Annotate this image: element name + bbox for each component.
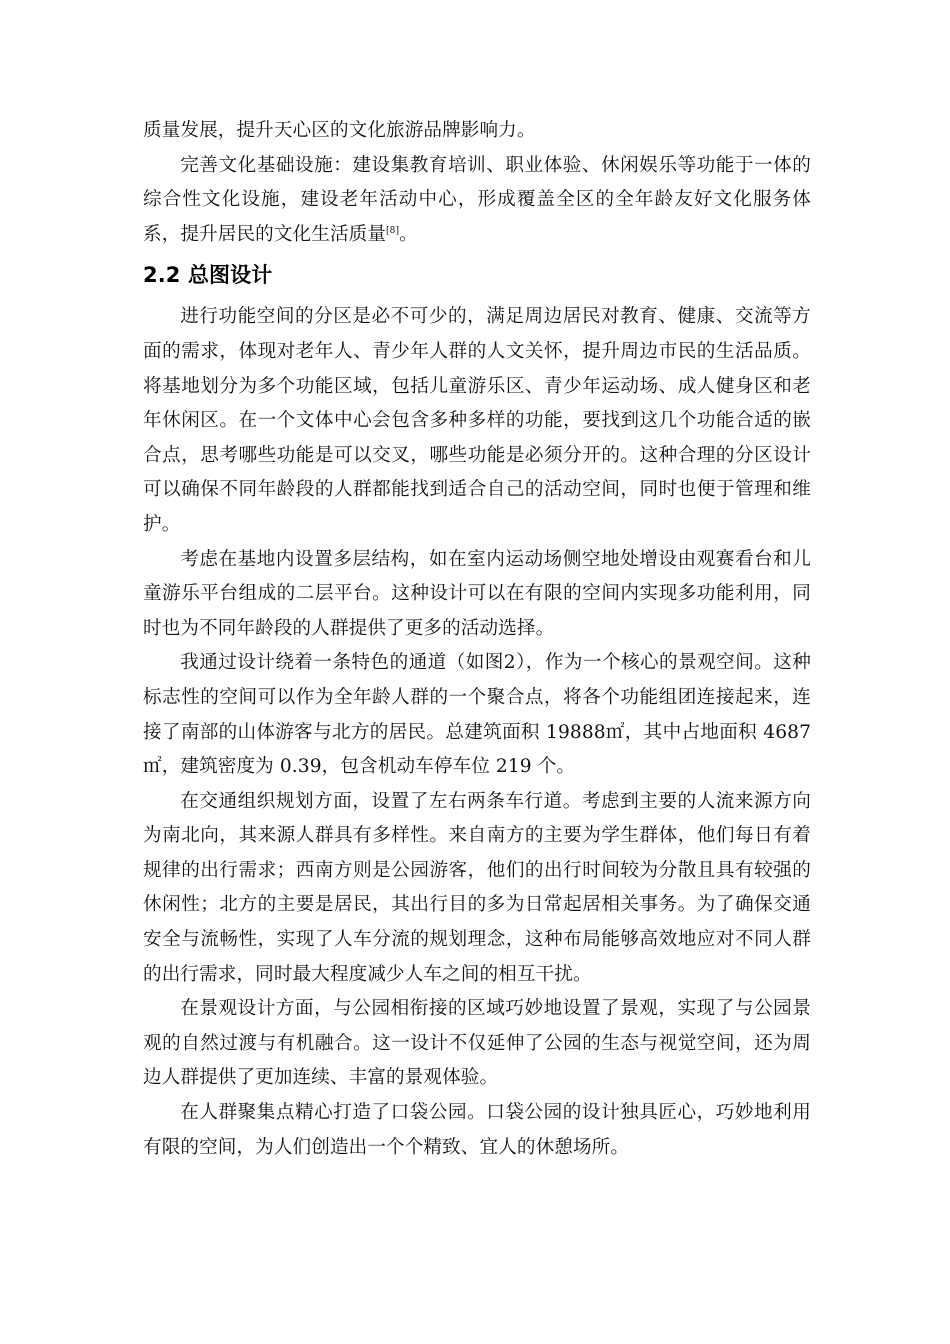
paragraph-traffic-organization: 在交通组织规划方面，设置了左右两条车行道。考虑到主要的人流来源方向为南北向，其来源人群具有多样性。来自南方的主要为学生群体，他们每日有着规律的出行需求；西南方则是公园游客，他们的出行时间较为分散且具有较强的休闲性；北方的主要是居民，其出行目的多为日常起居相关事务。为了确保交通安全与流畅性，实现了人车分流的规划理念，这种布局能够高效地应对不同人群的出行需求，同时最大程度减少人车之间的相互干扰。 xyxy=(143,790,811,985)
paragraph-tail: 。 xyxy=(399,223,418,245)
paragraph-landscape-design: 在景观设计方面，与公园相衔接的区域巧妙地设置了景观，实现了与公园景观的自然过渡与有机融合。这一设计不仅延伸了公园的生态与视觉空间，还为周边人群提供了更加连续、丰富的景观体验。 xyxy=(143,998,811,1089)
paragraph-core-passage: 我通过设计绕着一条特色的通道（如图2），作为一个核心的景观空间。这种标志性的空间可以作为全年龄人群的一个聚合点，将各个功能组团连接起来，连接了南部的山体游客与北方的居民。总建筑面积 19888㎡，其中占地面积 4687㎡，建筑密度为 0.39，包含机动车停车位 219 个。 xyxy=(143,652,811,778)
paragraph-cultural-facilities xyxy=(143,149,811,253)
paragraph-multilevel-structure: 考虑在基地内设置多层结构，如在室内运动场侧空地处增设由观赛看台和儿童游乐平台组成的二层平台。这种设计可以在有限的空间内实现多功能利用，同时也为不同年龄段的人群提供了更多的活动选择。 xyxy=(143,548,811,639)
paragraph-functional-zoning: 进行功能空间的分区是必不可少的，满足周边居民对教育、健康、交流等方面的需求，体现对老年人、青少年人群的人文关怀，提升周边市民的生活品质。将基地划分为多个功能区域，包括儿童游乐区、青少年运动场、成人健身区和老年休闲区。在一个文体中心会包含多种多样的功能，要找到这几个功能合适的嵌合点，思考哪些功能是可以交叉，哪些功能是必须分开的。这种合理的分区设计可以确保不同年龄段的人群都能找到适合自己的活动空间，同时也便于管理和维护。 xyxy=(143,306,811,535)
paragraph-pocket-park: 在人群聚集点精心打造了口袋公园。口袋公园的设计独具匠心，巧妙地利用有限的空间，为人们创造出一个个精致、宜人的休憩场所。 xyxy=(143,1102,811,1158)
section-heading: 2.2 总图设计 xyxy=(143,263,273,288)
paragraph-continuation: 质量发展，提升天心区的文化旅游品牌影响力。 xyxy=(143,120,536,141)
paragraph-text: 完善文化基础设施：建设集教育培训、职业体验、休闲娱乐等功能于一体的综合性文化设施，建设老年活动中心，形成覆盖全区的全年龄友好文化服务体系，提升居民的文化生活质量 xyxy=(143,154,811,245)
citation-reference: [8] xyxy=(386,225,400,236)
document-body xyxy=(143,114,811,1165)
